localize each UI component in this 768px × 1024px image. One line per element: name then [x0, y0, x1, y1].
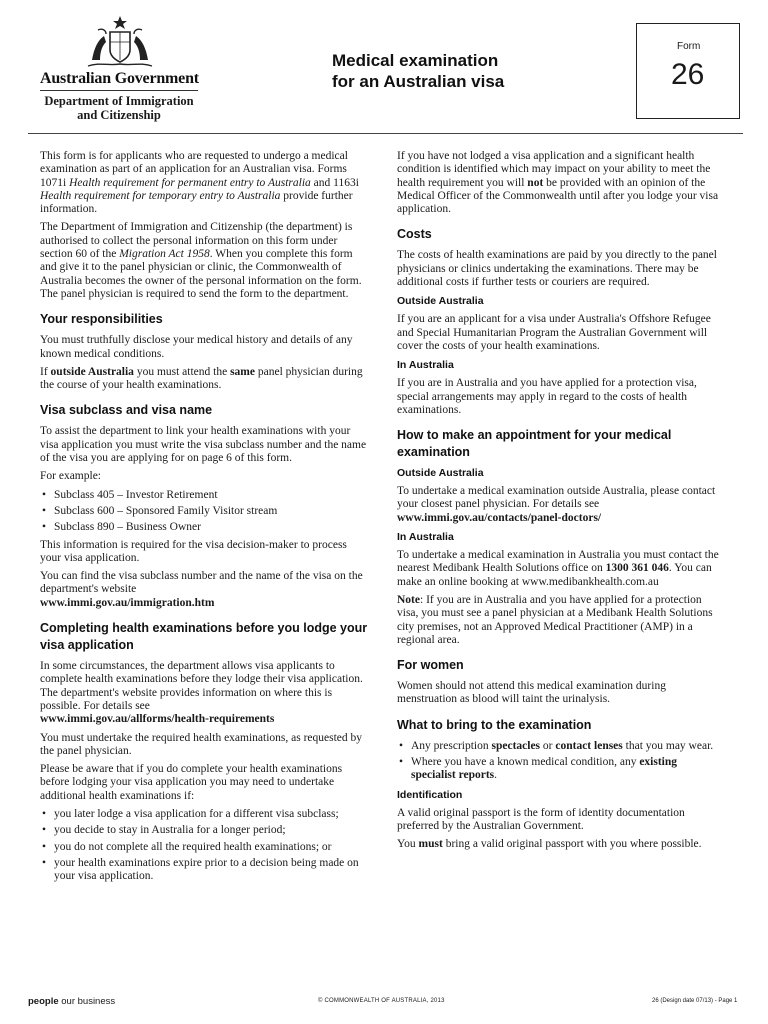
costs-paragraph-3: If you are in Australia and you have applied for a protection visa, special arrangements may apply in regard to the costs of health examinations. — [397, 377, 697, 416]
footer-tagline: people our business — [28, 996, 116, 1007]
list-item: • Subclass 405 – Investor Retirement — [40, 489, 370, 502]
coat-of-arms-logo — [84, 14, 156, 70]
completing-paragraph-3: Please be aware that if you do complete your health examinations before lodging your visa application you may need to undertake additional health examinations if: — [40, 763, 343, 802]
immigration-link[interactable]: www.immi.gov.au/immigration.htm — [40, 596, 215, 609]
footer-copyright: © COMMONWEALTH OF AUSTRALIA, 2013 — [318, 998, 445, 1004]
form-number: 26 — [671, 58, 705, 91]
costs-paragraph-1: The costs of health examinations are paid by you directly to the panel physicians or clinics undertaking the examinations. There may be additional costs if further tests or couriers are required. — [397, 249, 717, 289]
list-item: • you decide to stay in Australia for a longer period; — [40, 824, 370, 837]
intro-paragraph-1: This form is for applicants who are requested to undergo a medical examination as part of an application for an Australian visa. Forms 1071i Health requirement for permanent entry to Australia and 1163i Health requirement for temporary entry to Australia provide further information. — [40, 150, 359, 216]
appointment-in-australia-subheading: In Australia — [397, 531, 454, 544]
costs-heading: Costs — [397, 227, 432, 242]
form-number-box — [636, 23, 740, 119]
list-item: • Subclass 890 – Business Owner — [40, 521, 370, 534]
logo-divider — [40, 90, 198, 91]
appointment-paragraph-2: To undertake a medical examination in Australia you must contact the nearest Medibank Health Solutions office on 1300 361 046. You can make an online booking at www.medibankhealth.com.au — [397, 549, 719, 588]
completing-paragraph-1: In some circumstances, the department allows visa applicants to complete health examinations before they lodge their visa application. The department's website provides information on where this is possible. For details see www.immi.gov.au/allforms/health-requirements — [40, 660, 363, 726]
page-title — [332, 50, 504, 92]
form-1071i-title: Health requirement for permanent entry to Australia — [69, 176, 311, 189]
visa-paragraph-2: For example: — [40, 470, 101, 483]
visa-paragraph-3: This information is required for the visa decision-maker to process your visa application. — [40, 538, 347, 564]
list-item: • Where you have a known medical condition, any existing specialist reports. — [397, 756, 719, 783]
what-to-bring-list — [397, 740, 719, 783]
costs-outside-australia-subheading: Outside Australia — [397, 295, 484, 308]
appointment-heading: How to make an appointment for your medical examination — [397, 428, 672, 460]
government-name: Australian Government — [40, 70, 199, 87]
appointment-note: Note: If you are in Australia and you have applied for a protection visa, you must see a panel physician at a Medibank Health Solutions city premises, not an Approved Medical Practitioner (AMP) in a regional area. — [397, 593, 713, 646]
health-requirements-link[interactable]: www.immi.gov.au/allforms/health-requirements — [40, 713, 275, 726]
identification-subheading: Identification — [397, 788, 463, 801]
responsibilities-paragraph-1: You must truthfully disclose your medical history and details of any known medical conditions. — [40, 334, 353, 360]
completing-examinations-heading: Completing health examinations before you lodge your visa application — [40, 621, 368, 653]
identification-paragraph-1: A valid original passport is the form of identity documentation preferred by the Australian Government. — [397, 806, 685, 832]
visa-subclass-heading: Visa subclass and visa name — [40, 403, 213, 418]
form-1163i-title: Health requirement for temporary entry to Australia — [40, 189, 281, 202]
visa-examples-list — [40, 489, 370, 535]
form-label: Form — [677, 41, 701, 52]
visa-paragraph-1: To assist the department to link your health examinations with your visa application you must write the visa subclass number and the name of the visa you are applying for on page 6 of this form. — [40, 425, 367, 465]
costs-in-australia-subheading: In Australia — [397, 359, 454, 372]
list-item: • Subclass 600 – Sponsored Family Visitor stream — [40, 505, 370, 518]
intro-paragraph-2: The Department of Immigration and Citizenship (the department) is authorised to collect the personal information on this form under section 60 of the Migration Act 1958. When you complete this form and give it to the panel physician or clinic, the Commonwealth of Australia becomes the owner of the personal information on the form. The panel physician is required to send the form to the department. — [40, 221, 362, 300]
appointment-paragraph-1: To undertake a medical examination outside Australia, please contact your closest panel physician. For details see www.immi.gov.au/contacts/panel-doctors/ — [397, 485, 716, 524]
department-name: Department of Immigration and Citizenship — [44, 94, 194, 122]
responsibilities-heading: Your responsibilities — [40, 312, 163, 327]
title-line-2: for an Australian visa — [332, 72, 505, 91]
completing-paragraph-2: You must undertake the required health examinations, as requested by the panel physician. — [40, 731, 363, 757]
responsibilities-paragraph-2: If outside Australia you must attend the same panel physician during the course of your health examinations. — [40, 365, 363, 392]
for-women-paragraph: Women should not attend this medical examination during menstruation as blood will taint the urinalysis. — [397, 680, 666, 706]
appointment-outside-australia-subheading: Outside Australia — [397, 467, 484, 480]
panel-doctors-link[interactable]: www.immi.gov.au/contacts/panel-doctors/ — [397, 511, 602, 524]
unlodged-application-paragraph: If you have not lodged a visa application and a significant health condition is identified which may impact on your ability to meet the health requirement you will not be provided with an opinion of the Medical Officer of the Commonwealth until after you lodge your visa application. — [397, 150, 719, 216]
additional-examinations-list — [40, 808, 370, 883]
left-column — [40, 150, 370, 887]
list-item: • you do not complete all the required health examinations; or — [40, 841, 370, 854]
act-title: Migration Act 1958 — [119, 248, 210, 261]
what-to-bring-heading: What to bring to the examination — [397, 717, 592, 732]
list-item: • you later lodge a visa application for a different visa subclass; — [40, 808, 370, 821]
identification-paragraph-2: You must bring a valid original passport with you where possible. — [397, 838, 702, 851]
title-line-1: Medical examination — [332, 51, 499, 70]
header-divider — [28, 133, 743, 134]
costs-paragraph-2: If you are an applicant for a visa under Australia's Offshore Refugee and Special Humanitarian Program the Australian Government will cover the costs of your health examinations. — [397, 313, 711, 352]
visa-paragraph-4: You can find the visa subclass number and the name of the visa on the department's website www.immi.gov.au/immigration.htm — [40, 570, 363, 609]
right-column — [397, 150, 719, 857]
medibank-phone: 1300 361 046 — [605, 562, 669, 575]
list-item: • Any prescription spectacles or contact lenses that you may wear. — [397, 740, 719, 753]
list-item: • your health examinations expire prior to a decision being made on your visa application. — [40, 857, 370, 884]
for-women-heading: For women — [397, 658, 464, 673]
footer-page-info: 26 (Design date 07/13) - Page 1 — [652, 998, 738, 1004]
